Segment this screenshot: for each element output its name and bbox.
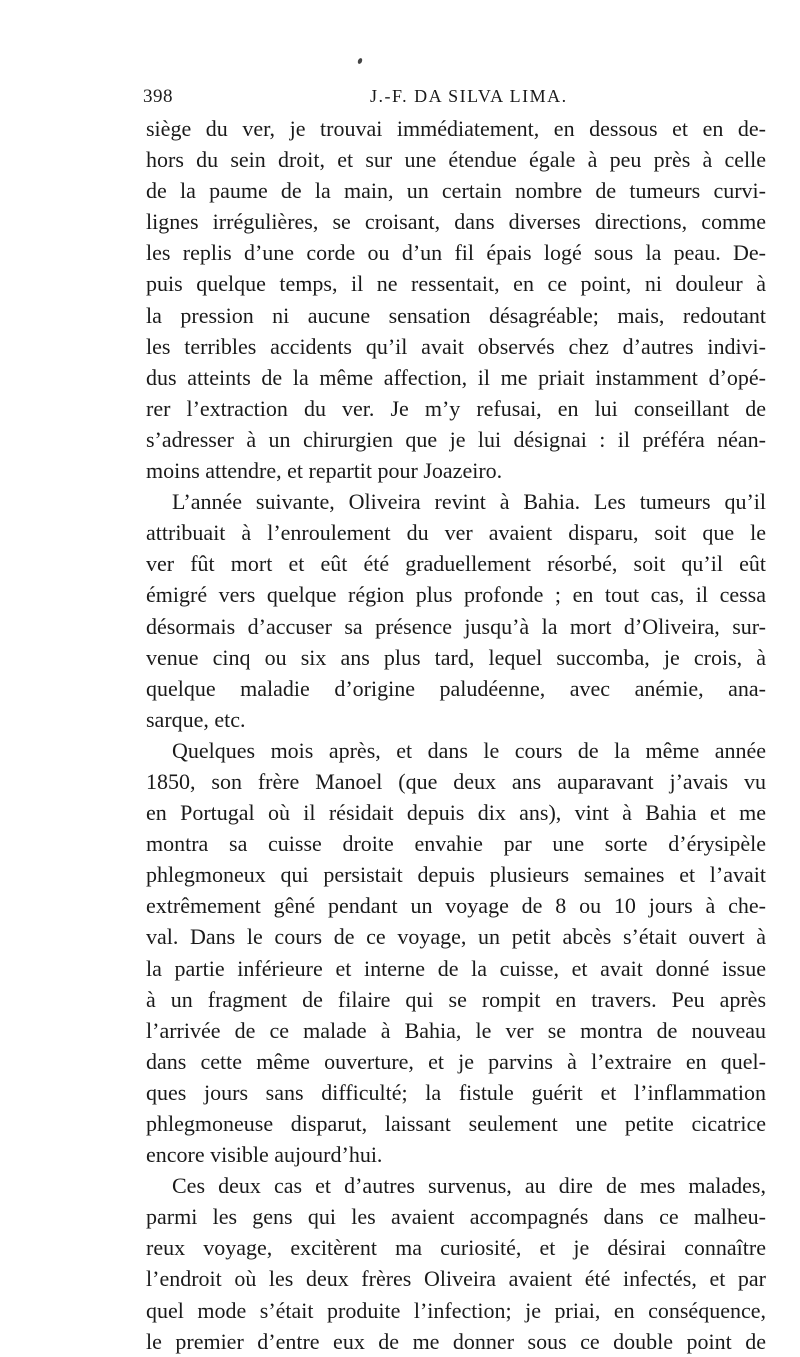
page-number: 398	[143, 86, 173, 107]
text-line: Quelques mois après, et dans le cours de la même année	[172, 737, 766, 763]
text-line: rer l’extraction du ver. Je m’y refusai, en lui conseillant de	[146, 395, 766, 421]
text-line: montra sa cuisse droite envahie par une sorte d’érysipèle	[146, 831, 766, 857]
text-line: parmi les gens qui les avaient accompagnés dans ce malheu-	[146, 1204, 766, 1230]
text-line: ver fût mort et eût été graduellement résorbé, soit qu’il eût	[146, 551, 766, 577]
text-line: quelque maladie d’origine paludéenne, avec anémie, ana-	[146, 675, 766, 701]
text-line: Ces deux cas et d’autres survenus, au dire de mes malades,	[172, 1173, 766, 1199]
text-line: désormais d’accuser sa présence jusqu’à la mort d’Oliveira, sur-	[146, 613, 766, 639]
text-line: la partie inférieure et interne de la cuisse, et avait donné issue	[146, 955, 766, 981]
text-line: de la paume de la main, un certain nombre de tumeurs curvi-	[146, 178, 766, 204]
text-line: la pression ni aucune sensation désagréable; mais, redoutant	[146, 302, 766, 328]
text-line: 1850, son frère Manoel (que deux ans auparavant j’avais vu	[146, 768, 766, 794]
text-line: sarque, etc.	[146, 706, 246, 732]
text-line: ques jours sans difficulté; la fistule guérit et l’inflammation	[146, 1079, 766, 1105]
text-line: phlegmoneuse disparut, laissant seulement une petite cicatrice	[146, 1111, 766, 1136]
text-line: dans cette même ouverture, et je parvins à l’extraire en quel-	[146, 1048, 766, 1074]
text-line: moins attendre, et repartit pour Joazeiro.	[146, 458, 503, 484]
text-line: attribuait à l’enroulement du ver avaient disparu, soit que le	[146, 520, 766, 546]
body-text	[146, 113, 766, 1357]
text-line: quel mode s’était produite l’infection; je priai, en conséquence,	[146, 1297, 766, 1323]
text-line: siège du ver, je trouvai immédiatement, en dessous et en de-	[146, 116, 766, 141]
ink-speck	[357, 57, 363, 64]
text-line: en Portugal où il résidait depuis dix ans), vint à Bahia et me	[146, 800, 766, 826]
running-title: J.-F. DA SILVA LIMA.	[370, 86, 568, 106]
text-line: les terribles accidents qu’il avait observés chez d’autres indivi-	[146, 333, 766, 359]
text-line: à un fragment de filaire qui se rompit en travers. Peu après	[146, 986, 766, 1012]
text-line: l’arrivée de ce malade à Bahia, le ver se montra de nouveau	[146, 1017, 766, 1043]
text-line: l’endroit où les deux frères Oliveira avaient été infectés, et par	[146, 1266, 766, 1292]
text-line: dus atteints de la même affection, il me priait instamment d’opé-	[146, 364, 766, 390]
text-line: extrêmement gêné pendant un voyage de 8 ou 10 jours à che-	[146, 893, 766, 919]
text-line: s’adresser à un chirurgien que je lui désignai : il préféra néan-	[146, 426, 766, 452]
text-line: les replis d’une corde ou d’un fil épais logé sous la peau. De-	[146, 240, 766, 266]
text-line: lignes irrégulières, se croisant, dans diverses directions, comme	[146, 209, 766, 235]
text-line: L’année suivante, Oliveira revint à Bahia. Les tumeurs qu’il	[172, 489, 766, 515]
text-line: encore visible aujourd’hui.	[146, 1142, 383, 1168]
text-line: phlegmoneux qui persistait depuis plusieurs semaines et l’avait	[146, 862, 766, 888]
text-line: reux voyage, excitèrent ma curiosité, et je désirai connaître	[146, 1235, 766, 1261]
text-line: venue cinq ou six ans plus tard, lequel succomba, je crois, à	[146, 644, 766, 670]
text-line: émigré vers quelque région plus profonde ; en tout cas, il cessa	[146, 582, 766, 608]
running-head	[143, 82, 763, 112]
text-line: puis quelque temps, il ne ressentait, en ce point, ni douleur à	[146, 271, 766, 297]
text-line: le premier d’entre eux de me donner sous ce double point de	[146, 1328, 766, 1354]
text-line: val. Dans le cours de ce voyage, un petit abcès s’était ouvert à	[146, 924, 766, 950]
text-line: hors du sein droit, et sur une étendue égale à peu près à celle	[146, 147, 766, 173]
